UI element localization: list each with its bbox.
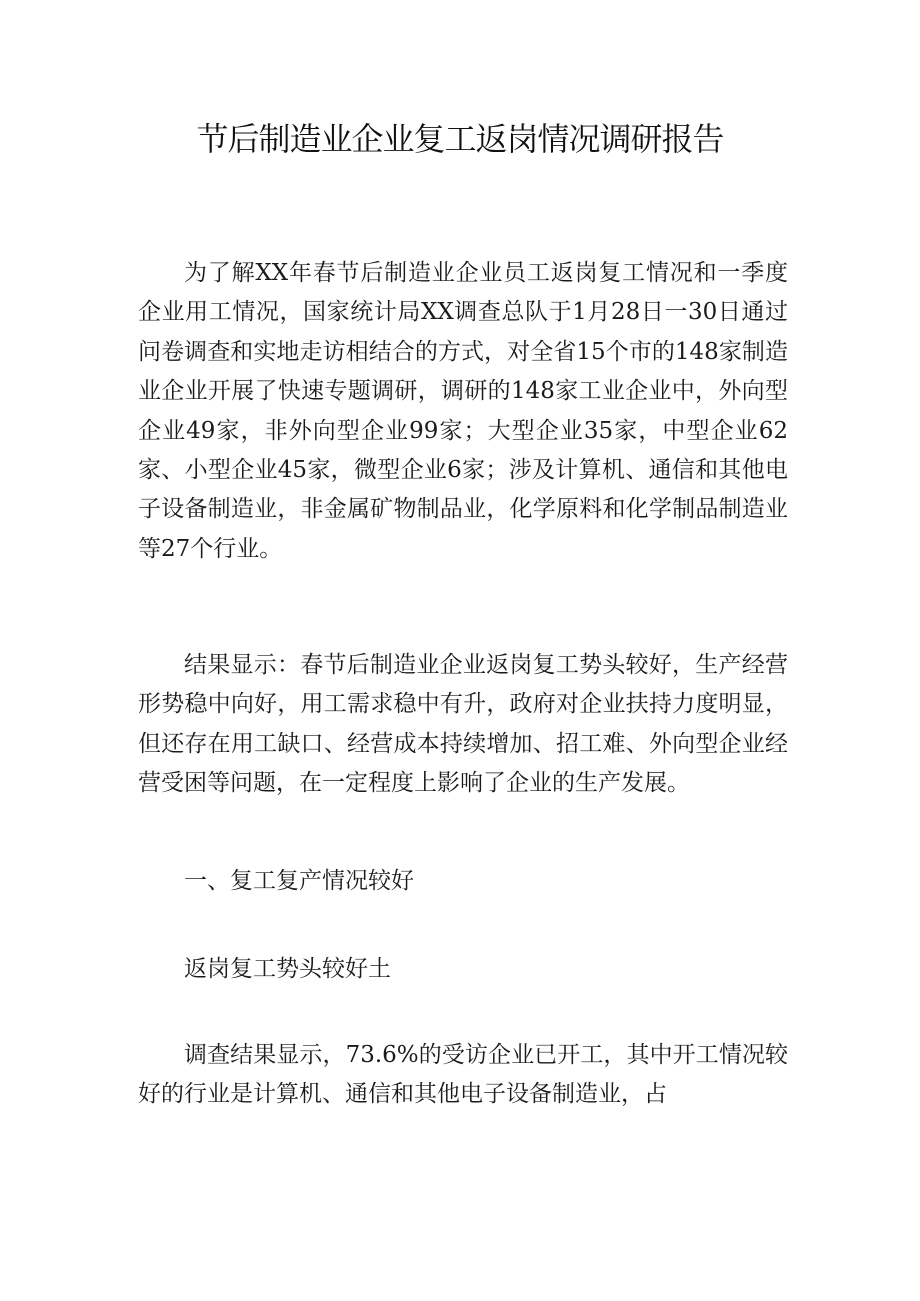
results-paragraph: 结果显示：春节后制造业企业返岗复工势头较好，生产经营形势稳中向好，用工需求稳中有升，政府对企业扶持力度明显，但还存在用工缺口、经营成本持续增加、招工难、外向型企业经营受困等问题，在一定程度上影响了企业的生产发展。	[138, 652, 788, 797]
subsection-heading: 返岗复工势头较好土	[184, 956, 391, 982]
document-title: 节后制造业企业复工返岗情况调研报告	[196, 120, 724, 158]
section-heading: 一、复工复产情况较好	[184, 868, 414, 894]
survey-results-paragraph: 调查结果显示，73.6%的受访企业已开工，其中开工情况较好的行业是计算机、通信和其他电子设备制造业，占	[138, 1042, 788, 1108]
intro-paragraph: 为了解XX年春节后制造业企业员工返岗复工情况和一季度企业用工情况，国家统计局XX调查总队于1月28日一30日通过问卷调查和实地走访相结合的方式，对全省15个市的148家制造业企业开展了快速专题调研，调研的148家工业企业中，外向型企业49家，非外向型企业99家；大型企业35家，中型企业62家、小型企业45家，微型企业6家；涉及计算机、通信和其他电子设备制造业，非金属矿物制品业，化学原料和化学制品制造业等27个行业。	[138, 260, 788, 562]
